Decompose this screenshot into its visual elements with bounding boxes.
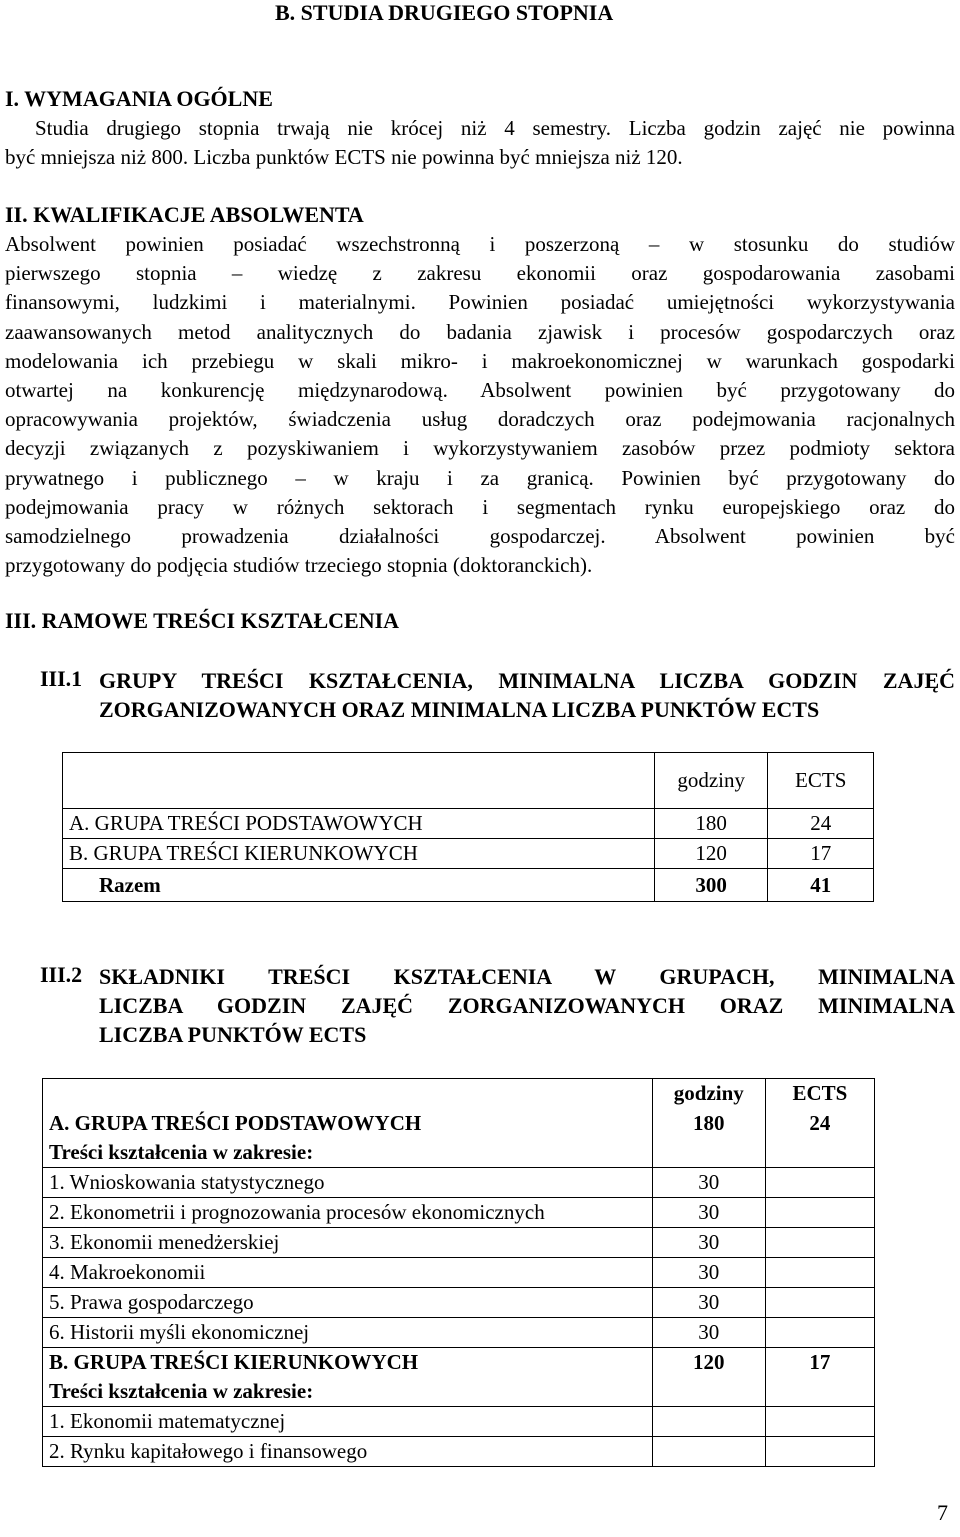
page-number: 7	[937, 1500, 948, 1525]
table-cell: B. GRUPA TREŚCI KIERUNKOWYCH	[63, 839, 655, 869]
table-header-cell: ECTS	[765, 1079, 874, 1109]
table-cell: 2. Rynku kapitałowego i finansowego	[43, 1437, 653, 1467]
table-cell: 120	[652, 1348, 765, 1378]
table-cell: 17	[765, 1348, 874, 1378]
table-cell: 30	[652, 1168, 765, 1198]
table-header-cell	[63, 753, 655, 809]
table-cell: 3. Ekonomii menedżerskiej	[43, 1228, 653, 1258]
table-row	[43, 1437, 875, 1467]
table-cell	[765, 1139, 874, 1168]
table-cell	[765, 1437, 874, 1467]
table-cell	[765, 1407, 874, 1437]
table-cell	[765, 1198, 874, 1228]
table-cell: Razem	[63, 869, 655, 902]
section-2-line: pierwszego stopnia – wiedzę z zakresu ekonomii oraz gospodarowania zasobami	[5, 261, 955, 286]
table-cell	[652, 1437, 765, 1467]
table-cell: 30	[652, 1258, 765, 1288]
table-row	[43, 1407, 875, 1437]
table-cell: A. GRUPA TREŚCI PODSTAWOWYCH	[43, 1109, 653, 1139]
subsection-2-line: LICZBA GODZIN ZAJĘĆ ZORGANIZOWANYCH ORAZ MINIMALNA	[99, 993, 955, 1018]
table-row	[43, 1318, 875, 1348]
table-cell	[765, 1228, 874, 1258]
table-header-cell: godziny	[652, 1079, 765, 1109]
table-row	[43, 1258, 875, 1288]
table-row	[63, 809, 874, 839]
table-cell	[765, 1378, 874, 1407]
table-cell: 6. Historii myśli ekonomicznej	[43, 1318, 653, 1348]
subsection-2-number: III.2	[40, 962, 83, 987]
table-cell: 17	[768, 839, 874, 869]
table-row	[43, 1198, 875, 1228]
table-cell	[652, 1378, 765, 1407]
section-2-line: samodzielnego prowadzenia działalności gospodarczej. Absolwent powinien być	[5, 524, 955, 549]
table-cell: A. GRUPA TREŚCI PODSTAWOWYCH	[63, 809, 655, 839]
subsection-2-heading	[99, 962, 955, 1049]
table-row	[63, 869, 874, 902]
table-cell: 1. Ekonomii matematycznej	[43, 1407, 653, 1437]
section-1-line: Studia drugiego stopnia trwają nie krócej niż 4 semestry. Liczba godzin zajęć nie powinna	[35, 116, 955, 140]
ects-groups-table	[62, 752, 874, 902]
table-row	[43, 1139, 875, 1168]
ects-components-table	[42, 1078, 875, 1467]
table-cell: 5. Prawa gospodarczego	[43, 1288, 653, 1318]
subsection-1-heading	[99, 666, 955, 724]
subsection-1-line: ZORGANIZOWANYCH ORAZ MINIMALNA LICZBA PUNKTÓW ECTS	[99, 697, 820, 722]
table-cell: 24	[765, 1109, 874, 1139]
section-2-line: modelowania ich przebiegu w skali mikro- i makroekonomicznej w warunkach gospodarki	[5, 348, 955, 373]
table-cell: Treści kształcenia w zakresie:	[43, 1378, 653, 1407]
table-header-cell	[43, 1079, 653, 1109]
table-cell: 1. Wnioskowania statystycznego	[43, 1168, 653, 1198]
section-2-line: opracowywania projektów, świadczenia usług doradczych oraz podejmowania racjonalnych	[5, 407, 955, 432]
table-row	[43, 1348, 875, 1378]
table-cell: 180	[654, 809, 768, 839]
table-cell	[652, 1407, 765, 1437]
table-cell: 30	[652, 1288, 765, 1318]
section-2-line: otwartej na konkurencję międzynarodową. Absolwent powinien być przygotowany do	[5, 378, 955, 403]
table-cell: 120	[654, 839, 768, 869]
table-row	[43, 1168, 875, 1198]
section-3-heading: III. RAMOWE TREŚCI KSZTAŁCENIA	[5, 608, 400, 633]
table-cell	[765, 1258, 874, 1288]
table-header-row	[43, 1079, 875, 1109]
table-cell: 300	[654, 869, 768, 902]
section-2-line: przygotowany do podjęcia studiów trzeciego stopnia (doktoranckich).	[5, 553, 593, 578]
section-2-line: prywatnego i publicznego – w kraju i za granicą. Powinien być przygotowany do	[5, 465, 955, 490]
table-cell	[765, 1288, 874, 1318]
table-cell: 4. Makroekonomii	[43, 1258, 653, 1288]
subsection-1-line: GRUPY TREŚCI KSZTAŁCENIA, MINIMALNA LICZBA GODZIN ZAJĘĆ	[99, 668, 955, 693]
section-2-line: zaawansowanych metod analitycznych do badania zjawisk i procesów gospodarczych oraz	[5, 319, 955, 344]
table-header-cell: godziny	[654, 753, 768, 809]
section-2-line: Absolwent powinien posiadać wszechstronną i poszerzoną – w stosunku do studiów	[5, 232, 955, 256]
table-cell: 30	[652, 1228, 765, 1258]
subsection-1-number: III.1	[40, 666, 83, 691]
table-cell: Treści kształcenia w zakresie:	[43, 1139, 653, 1168]
section-1-text	[5, 114, 955, 172]
table-cell: 41	[768, 869, 874, 902]
table-cell	[765, 1168, 874, 1198]
table-cell: 24	[768, 809, 874, 839]
table-header-row	[63, 753, 874, 809]
table-row	[63, 839, 874, 869]
table-header-cell: ECTS	[768, 753, 874, 809]
table-cell: 180	[652, 1109, 765, 1139]
subsection-2-line: LICZBA PUNKTÓW ECTS	[99, 1022, 367, 1047]
section-2-line: decyzji związanych z pozyskiwaniem i wykorzystywaniem zasobów przez podmioty sektora	[5, 436, 955, 461]
section-2-line: finansowymi, ludzkimi i materialnymi. Powinien posiadać umiejętności wykorzystywania	[5, 290, 955, 315]
section-2-heading: II. KWALIFIKACJE ABSOLWENTA	[5, 202, 364, 227]
table-cell	[652, 1139, 765, 1168]
section-2-line: podejmowania pracy w różnych sektorach i segmentach rynku europejskiego oraz do	[5, 494, 955, 519]
section-2-text	[5, 230, 955, 580]
section-1-heading: I. WYMAGANIA OGÓLNE	[5, 86, 273, 111]
page-title: B. STUDIA DRUGIEGO STOPNIA	[275, 0, 614, 25]
table-cell: 30	[652, 1318, 765, 1348]
table-row	[43, 1109, 875, 1139]
table-cell	[765, 1318, 874, 1348]
subsection-2-line: SKŁADNIKI TREŚCI KSZTAŁCENIA W GRUPACH, MINIMALNA	[99, 964, 955, 989]
table-row	[43, 1288, 875, 1318]
table-cell: 30	[652, 1198, 765, 1228]
table-cell: B. GRUPA TREŚCI KIERUNKOWYCH	[43, 1348, 653, 1378]
table-row	[43, 1378, 875, 1407]
table-cell: 2. Ekonometrii i prognozowania procesów ekonomicznych	[43, 1198, 653, 1228]
table-row	[43, 1228, 875, 1258]
section-1-line: być mniejsza niż 800. Liczba punktów ECTS nie powinna być mniejsza niż 120.	[5, 145, 683, 170]
